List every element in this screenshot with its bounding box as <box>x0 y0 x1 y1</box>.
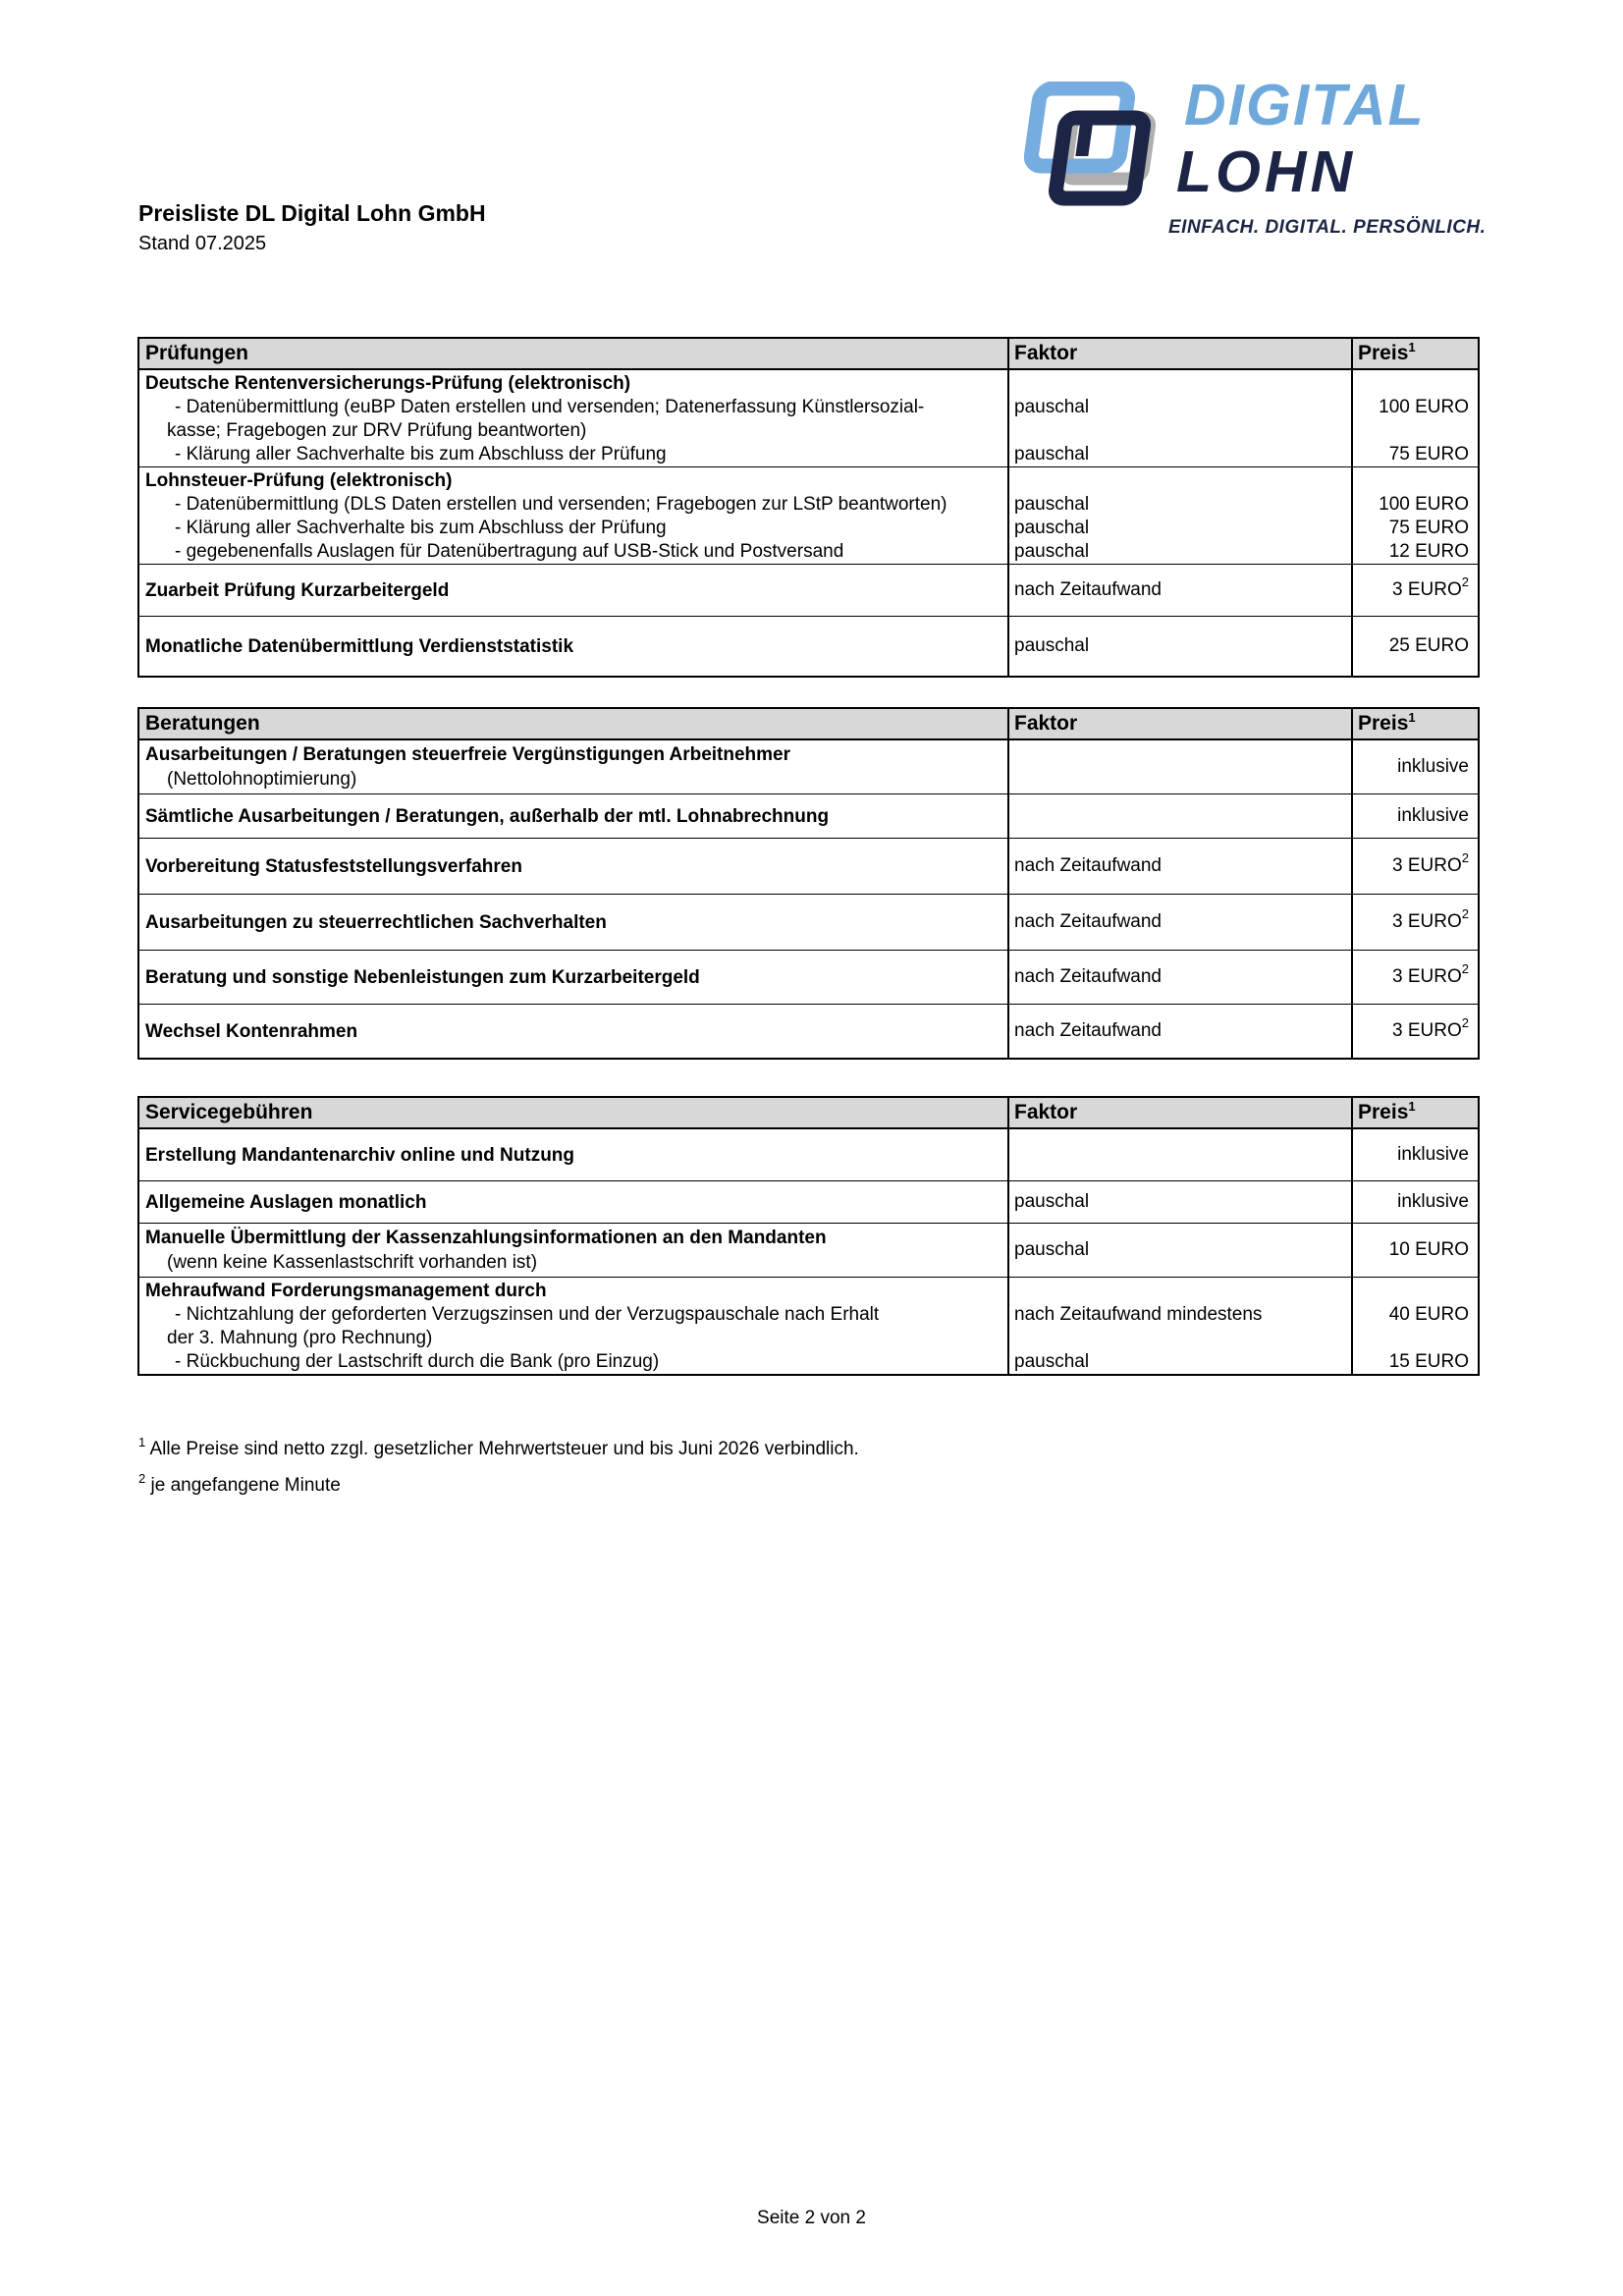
faktor-cell: nach Zeitaufwand <box>1014 966 1162 987</box>
faktor-cell: nach Zeitaufwand <box>1014 855 1162 876</box>
preis-cell <box>1351 1224 1478 1277</box>
document-date: Stand 07.2025 <box>138 233 267 254</box>
preis-cell: 12 EURO <box>1388 541 1469 562</box>
column-header-faktor: Faktor <box>1014 1101 1078 1123</box>
table-row-mandantenarchiv <box>139 1129 1478 1180</box>
table-row-drv-pruefung <box>139 370 1478 466</box>
preis-cell <box>1351 419 1478 443</box>
preis-value: 3 EURO <box>1392 966 1462 987</box>
logo-wordmark-lohn: LOHN <box>1176 139 1357 204</box>
preis-cell: 3 EURO 2 <box>1392 1015 1469 1041</box>
table-line <box>139 443 1478 466</box>
preis-label: Preis <box>1358 342 1409 364</box>
table-line <box>139 540 1478 564</box>
table-header-row <box>139 339 1478 370</box>
column-divider <box>1351 339 1353 676</box>
preis-cell <box>1351 1129 1478 1180</box>
preis-label: Preis <box>1358 712 1409 735</box>
faktor-cell: pauschal <box>1014 444 1090 465</box>
faktor-cell: nach Zeitaufwand <box>1014 1020 1162 1041</box>
service-cell: Lohnsteuer-Prüfung (elektronisch) <box>145 470 453 491</box>
service-label: Zuarbeit Prüfung Kurzarbeitergeld <box>145 579 450 601</box>
service-cell: - Klärung aller Sachverhalte bis zum Abschluss der Prüfung <box>175 518 667 538</box>
pricing-table-pruefungen <box>137 337 1480 678</box>
preis-cell <box>1351 617 1478 676</box>
preis-cell: 75 EURO <box>1388 518 1469 538</box>
faktor-cell: pauschal <box>1014 494 1090 515</box>
preis-cell <box>1351 372 1478 396</box>
table-row-beratung-kug <box>139 950 1478 1004</box>
service-label: Wechsel Kontenrahmen <box>145 1020 358 1042</box>
preis-value: inklusive <box>1397 805 1469 826</box>
document-title: Preisliste DL Digital Lohn GmbH <box>138 200 486 226</box>
service-cell: - Klärung aller Sachverhalte bis zum Abschluss der Prüfung <box>175 444 667 465</box>
pricing-table-beratungen <box>137 707 1480 1060</box>
footnote-text: je angefangene Minute <box>150 1475 341 1496</box>
table-line <box>139 1280 1478 1303</box>
preis-cell <box>1351 469 1478 493</box>
preis-cell <box>1351 1327 1478 1350</box>
table-line <box>139 1350 1478 1374</box>
service-label: Ausarbeitungen / Beratungen steuerfreie Vergünstigungen Arbeitnehmer <box>145 744 791 765</box>
footnote-marker: 1 <box>138 1435 146 1449</box>
preis-value: 3 EURO <box>1392 1020 1462 1041</box>
service-cell: kasse; Fragebogen zur DRV Prüfung beantworten) <box>167 420 587 441</box>
service-sublabel: (Nettolohnoptimierung) <box>167 769 357 790</box>
faktor-cell: pauschal <box>1014 518 1090 538</box>
column-divider <box>1007 1098 1009 1374</box>
service-cell: der 3. Mahnung (pro Rechnung) <box>167 1328 433 1348</box>
faktor-cell: pauschal <box>1014 541 1090 562</box>
logo-tagline: EINFACH. DIGITAL. PERSÖNLICH. <box>1168 217 1487 238</box>
service-label: Allgemeine Auslagen monatlich <box>145 1191 427 1213</box>
preis-cell: 100 EURO <box>1379 494 1469 515</box>
preis-cell: 40 EURO <box>1388 1304 1469 1325</box>
table-line <box>139 493 1478 517</box>
preis-footnote-marker: 1 <box>1408 340 1416 355</box>
service-label: Manuelle Übermittlung der Kassenzahlungsinformationen an den Mandanten <box>145 1228 827 1248</box>
table-line <box>139 1303 1478 1327</box>
footnote-marker: 2 <box>138 1471 146 1486</box>
service-cell: - Datenübermittlung (euBP Daten erstellen und versenden; Datenerfassung Künstlersozial- <box>175 397 925 417</box>
service-cell <box>139 794 1007 838</box>
service-cell <box>139 839 1007 894</box>
preis-footnote-marker: 1 <box>1408 710 1416 725</box>
table-line <box>139 469 1478 493</box>
preis-cell: 15 EURO <box>1388 1351 1469 1372</box>
table-line <box>139 517 1478 540</box>
service-cell <box>139 740 1007 793</box>
table-line <box>139 419 1478 443</box>
service-label: Monatliche Datenübermittlung Verdienststatistik <box>145 635 574 657</box>
table-row-verdienststatistik <box>139 616 1478 676</box>
faktor-cell: nach Zeitaufwand mindestens <box>1014 1304 1263 1325</box>
preis-value: 3 EURO <box>1392 855 1462 876</box>
preis-value: 3 EURO <box>1392 579 1462 600</box>
faktor-cell: pauschal <box>1014 635 1090 656</box>
preis-label: Preis <box>1358 1101 1409 1123</box>
footnote-text: Alle Preise sind netto zzgl. gesetzlicher Mehrwertsteuer und bis Juni 2026 verbindlich. <box>149 1439 859 1459</box>
column-divider <box>1007 709 1009 1058</box>
preis-value: inklusive <box>1397 1191 1469 1212</box>
faktor-cell <box>1007 794 1351 838</box>
table-row-steuerrechtliche-sachverhalte <box>139 894 1478 950</box>
faktor-cell: pauschal <box>1014 1351 1090 1372</box>
faktor-cell <box>1007 1129 1351 1180</box>
preis-cell: 100 EURO <box>1379 397 1469 417</box>
faktor-cell: pauschal <box>1014 1191 1090 1212</box>
service-label: Beratung und sonstige Nebenleistungen zum Kurzarbeitergeld <box>145 966 700 988</box>
column-header-category: Prüfungen <box>145 342 248 364</box>
service-cell <box>139 565 1007 616</box>
table-row-saemtliche-ausarbeitungen <box>139 793 1478 838</box>
column-divider <box>1351 1098 1353 1374</box>
table-row-nettolohnoptimierung <box>139 740 1478 793</box>
column-divider <box>1351 709 1353 1058</box>
table-header-row <box>139 1098 1478 1129</box>
column-header-preis <box>1351 342 1478 365</box>
service-label: Vorbereitung Statusfeststellungsverfahren <box>145 855 522 877</box>
service-label: Ausarbeitungen zu steuerrechtlichen Sachverhalten <box>145 911 607 933</box>
faktor-cell <box>1007 1280 1351 1303</box>
table-row-forderungsmanagement <box>139 1277 1478 1374</box>
footnotes <box>138 1436 859 1508</box>
table-header-row <box>139 709 1478 740</box>
table-row-wechsel-kontenrahmen <box>139 1004 1478 1058</box>
logo-wordmark-digital: DIGITAL <box>1184 73 1426 137</box>
faktor-cell <box>1007 419 1351 443</box>
preis-cell: 3 EURO 2 <box>1392 574 1469 600</box>
preis-footnote-marker: 1 <box>1408 1099 1416 1114</box>
table-line <box>139 396 1478 419</box>
preis-cell: 3 EURO 2 <box>1392 906 1469 932</box>
faktor-cell <box>1007 469 1351 493</box>
column-divider <box>1007 339 1009 676</box>
digital-lohn-logo-icon <box>1021 82 1168 219</box>
column-header-category: Servicegebühren <box>145 1101 313 1123</box>
service-cell: Mehraufwand Forderungsmanagement durch <box>145 1281 547 1301</box>
footnote-2 <box>138 1472 859 1500</box>
faktor-cell <box>1007 740 1351 793</box>
service-cell <box>139 951 1007 1004</box>
service-cell: - Datenübermittlung (DLS Daten erstellen und versenden; Fragebogen zur LStP beantworten) <box>175 494 947 515</box>
service-cell: - Nichtzahlung der geforderten Verzugszinsen und der Verzugspauschale nach Erhalt <box>175 1304 880 1325</box>
preis-cell <box>1351 740 1478 793</box>
table-line <box>139 372 1478 396</box>
preis-cell <box>1351 794 1478 838</box>
preis-value: 25 EURO <box>1388 635 1469 656</box>
service-sublabel: (wenn keine Kassenlastschrift vorhanden ist) <box>167 1252 538 1273</box>
preis-cell <box>1351 1181 1478 1223</box>
preis-cell: 3 EURO 2 <box>1392 961 1469 987</box>
column-header-faktor: Faktor <box>1014 712 1078 735</box>
table-row-statusfeststellung <box>139 838 1478 894</box>
preis-value: inklusive <box>1397 1144 1469 1165</box>
preis-cell: 75 EURO <box>1388 444 1469 465</box>
column-header-category: Beratungen <box>145 712 260 735</box>
faktor-cell <box>1007 372 1351 396</box>
service-cell <box>139 1005 1007 1058</box>
service-cell <box>139 617 1007 676</box>
service-label: Erstellung Mandantenarchiv online und Nutzung <box>145 1144 575 1166</box>
service-cell <box>139 1224 1007 1277</box>
faktor-cell <box>1007 1327 1351 1350</box>
pricing-table-servicegebuehren <box>137 1096 1480 1376</box>
preis-cell: 3 EURO 2 <box>1392 850 1469 876</box>
column-header-faktor: Faktor <box>1014 342 1078 364</box>
preis-value: 3 EURO <box>1392 911 1462 932</box>
faktor-cell: pauschal <box>1014 1239 1090 1260</box>
faktor-cell: nach Zeitaufwand <box>1014 911 1162 932</box>
column-header-preis <box>1351 712 1478 736</box>
table-row-allgemeine-auslagen <box>139 1180 1478 1223</box>
preis-cell <box>1351 1280 1478 1303</box>
service-cell <box>139 895 1007 950</box>
service-cell: Deutsche Rentenversicherungs-Prüfung (elektronisch) <box>145 373 631 394</box>
footnote-1 <box>138 1436 859 1463</box>
preis-value: inklusive <box>1397 756 1469 777</box>
table-line <box>139 1327 1478 1350</box>
service-cell <box>139 1181 1007 1223</box>
table-row-zuarbeit-kug <box>139 564 1478 616</box>
table-row-kassenzahlungsinformationen <box>139 1223 1478 1277</box>
faktor-cell: pauschal <box>1014 397 1090 417</box>
table-row-lohnsteuer-pruefung <box>139 466 1478 564</box>
column-header-preis <box>1351 1101 1478 1124</box>
digital-lohn-logo <box>1011 49 1492 250</box>
service-cell: - Rückbuchung der Lastschrift durch die Bank (pro Einzug) <box>175 1351 660 1372</box>
service-cell <box>139 1129 1007 1180</box>
service-cell: - gegebenenfalls Auslagen für Datenübertragung auf USB-Stick und Postversand <box>175 541 844 562</box>
page-number: Seite 2 von 2 <box>757 2208 866 2228</box>
faktor-cell: nach Zeitaufwand <box>1014 579 1162 600</box>
preis-value: 10 EURO <box>1388 1239 1469 1260</box>
service-label: Sämtliche Ausarbeitungen / Beratungen, außerhalb der mtl. Lohnabrechnung <box>145 805 830 827</box>
